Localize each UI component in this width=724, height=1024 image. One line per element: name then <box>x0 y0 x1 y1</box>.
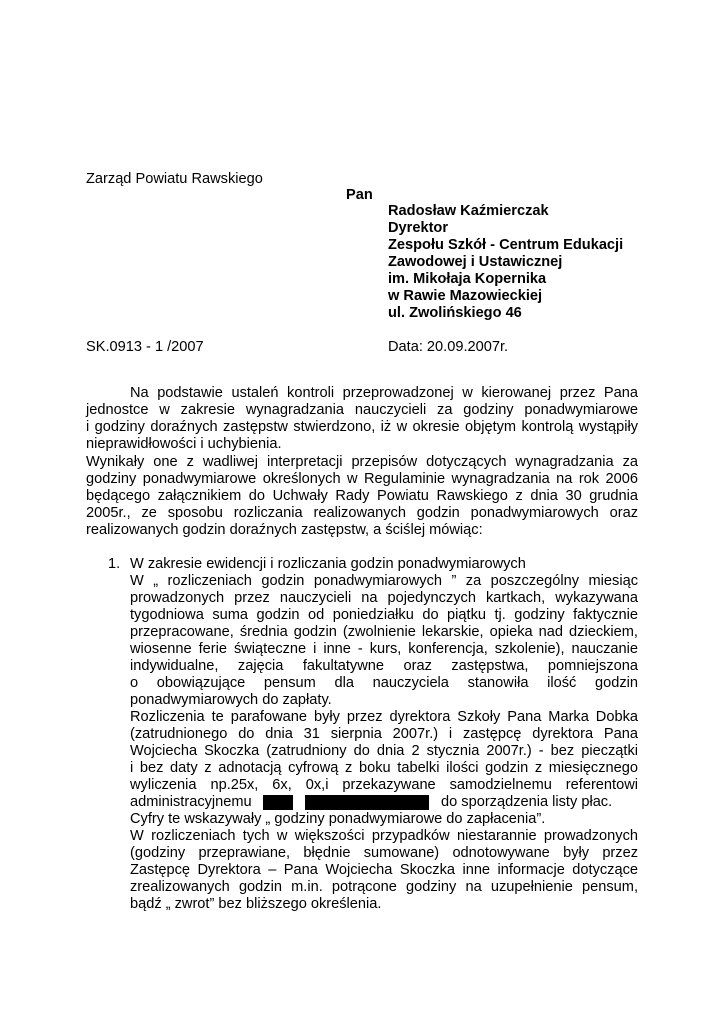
text-line: nieprawidłowości i uchybienia. <box>86 436 282 452</box>
text-line: o obowiązujące pensum dla nauczyciela stanowiła ilość godzin <box>130 675 638 691</box>
recipient-line: ul. Zwolińskiego 46 <box>388 305 522 321</box>
text-line: Na podstawie ustaleń kontroli przeprowadzonej w kierowanej przez Pana <box>130 385 638 401</box>
recipient-address <box>388 203 623 322</box>
text-line: W rozliczeniach tych w większości przypadków niestarannie prowadzonych <box>130 828 638 844</box>
text-line: i bez daty z adnotacją cyfrową z boku tabelki ilości godzin z miesięcznego <box>130 760 638 776</box>
text-line: przepracowane, średnia godzin (zwolnienie lekarskie, opieka nad dzieckiem, <box>130 624 638 640</box>
recipient-line: Zawodowej i Ustawicznej <box>388 254 563 270</box>
text-line: Wojciecha Skoczka (zatrudniony do dnia 2 stycznia 2007r.) - bez pieczątki <box>130 743 638 759</box>
sender: Zarząd Powiatu Rawskiego <box>86 171 263 187</box>
text-line: Cyfry te wskazywały „ godziny ponadwymiarowe do zapłacenia”. <box>130 811 546 827</box>
admin-suffix: do sporządzenia listy płac. <box>441 794 613 810</box>
text-line: godziny ponadwymiarowe określonych w Regulaminie wynagradzania na rok 2006 <box>86 471 638 487</box>
text-line: bądź „ zwrot” bez bliższego określenia. <box>130 896 382 912</box>
text-line: Wynikały one z wadliwej interpretacji przepisów dotyczących wynagradzania za <box>86 454 638 470</box>
text-line: 2005r., ze sposobu rozliczania realizowanych godzin ponadwymiarowych oraz <box>86 505 638 521</box>
text-line: zrealizowanych godzin m.in. potrącone godziny na uzupełnienie pensum, <box>130 879 638 895</box>
text-line: wyliczenia np.25x, 6x, 0x,i przekazywane samodzielnemu referentowi <box>130 777 638 793</box>
recipient-line: w Rawie Mazowieckiej <box>388 288 543 304</box>
text-line: indywidualne, zajęcia fakultatywne oraz zastępstwa, pomniejszona <box>130 658 638 674</box>
text-line: będącego załącznikiem do Uchwały Rady Powiatu Rawskiego z dnia 30 grudnia <box>86 488 638 504</box>
text-line: realizowanych godzin doraźnych zastępstw, a ściślej mówiąc: <box>86 522 483 538</box>
list-number: 1. <box>108 556 121 572</box>
recipient-line: Dyrektor <box>388 220 449 236</box>
recipient-line: Radosław Kaźmierczak <box>388 203 549 219</box>
recipient-line: Zespołu Szkół - Centrum Edukacji <box>388 237 624 253</box>
item1-body <box>130 573 638 913</box>
text-line: prowadzonych przez nauczycieli na pojedynczych kartkach, wykazywana <box>130 590 638 606</box>
redaction-block <box>305 795 429 810</box>
findings-paragraph <box>86 454 638 539</box>
admin-prefix: administracyjnemu <box>130 794 252 810</box>
admin-line <box>130 794 638 811</box>
text-line: (zatrudnionego do dnia 31 sierpnia 2007r.) i zastępcę dyrektora Pana <box>130 726 638 742</box>
text-line: Zastępcę Dyrektora – Pana Wojciecha Skoczka inne informacje dotyczące <box>130 862 638 878</box>
text-line: (godziny przepraw​iane, błędnie sumowane) odnotowywane były przez <box>130 845 638 861</box>
text-line: Rozliczenia te parafowane były przez dyrektora Szkoły Pana Marka Dobka <box>130 709 638 725</box>
recipient-salutation: Pan <box>346 187 373 203</box>
text-line: jednostce w zakresie wynagradzania nauczycieli za godziny ponadwymiarowe <box>86 402 638 418</box>
text-line: tygodniowa suma godzin od poniedziałku do piątku tj. godziny faktycznie <box>130 607 638 623</box>
redaction-block <box>263 795 293 810</box>
text-line: ponadwymiarowych do zapłaty. <box>130 692 332 708</box>
text-line: wiosenne ferie świąteczne i inne - kurs, konferencja, szkolenie), nauczanie <box>130 641 638 657</box>
letter-date: Data: 20.09.2007r. <box>388 339 509 355</box>
text-line: W „ rozliczeniach godzin ponadwymiarowych ” za poszczególny miesiąc <box>130 573 638 589</box>
recipient-line: im. Mikołaja Kopernika <box>388 271 547 287</box>
reference-number: SK.0913 - 1 /2007 <box>86 339 204 355</box>
text-line: i godziny doraźnych zastępstw stwierdzono, iż w okresie objętym kontrolą wystąpiły <box>86 419 638 435</box>
list-heading: W zakresie ewidencji i rozliczania godzin ponadwymiarowych <box>130 556 526 572</box>
intro-paragraph <box>86 385 638 453</box>
